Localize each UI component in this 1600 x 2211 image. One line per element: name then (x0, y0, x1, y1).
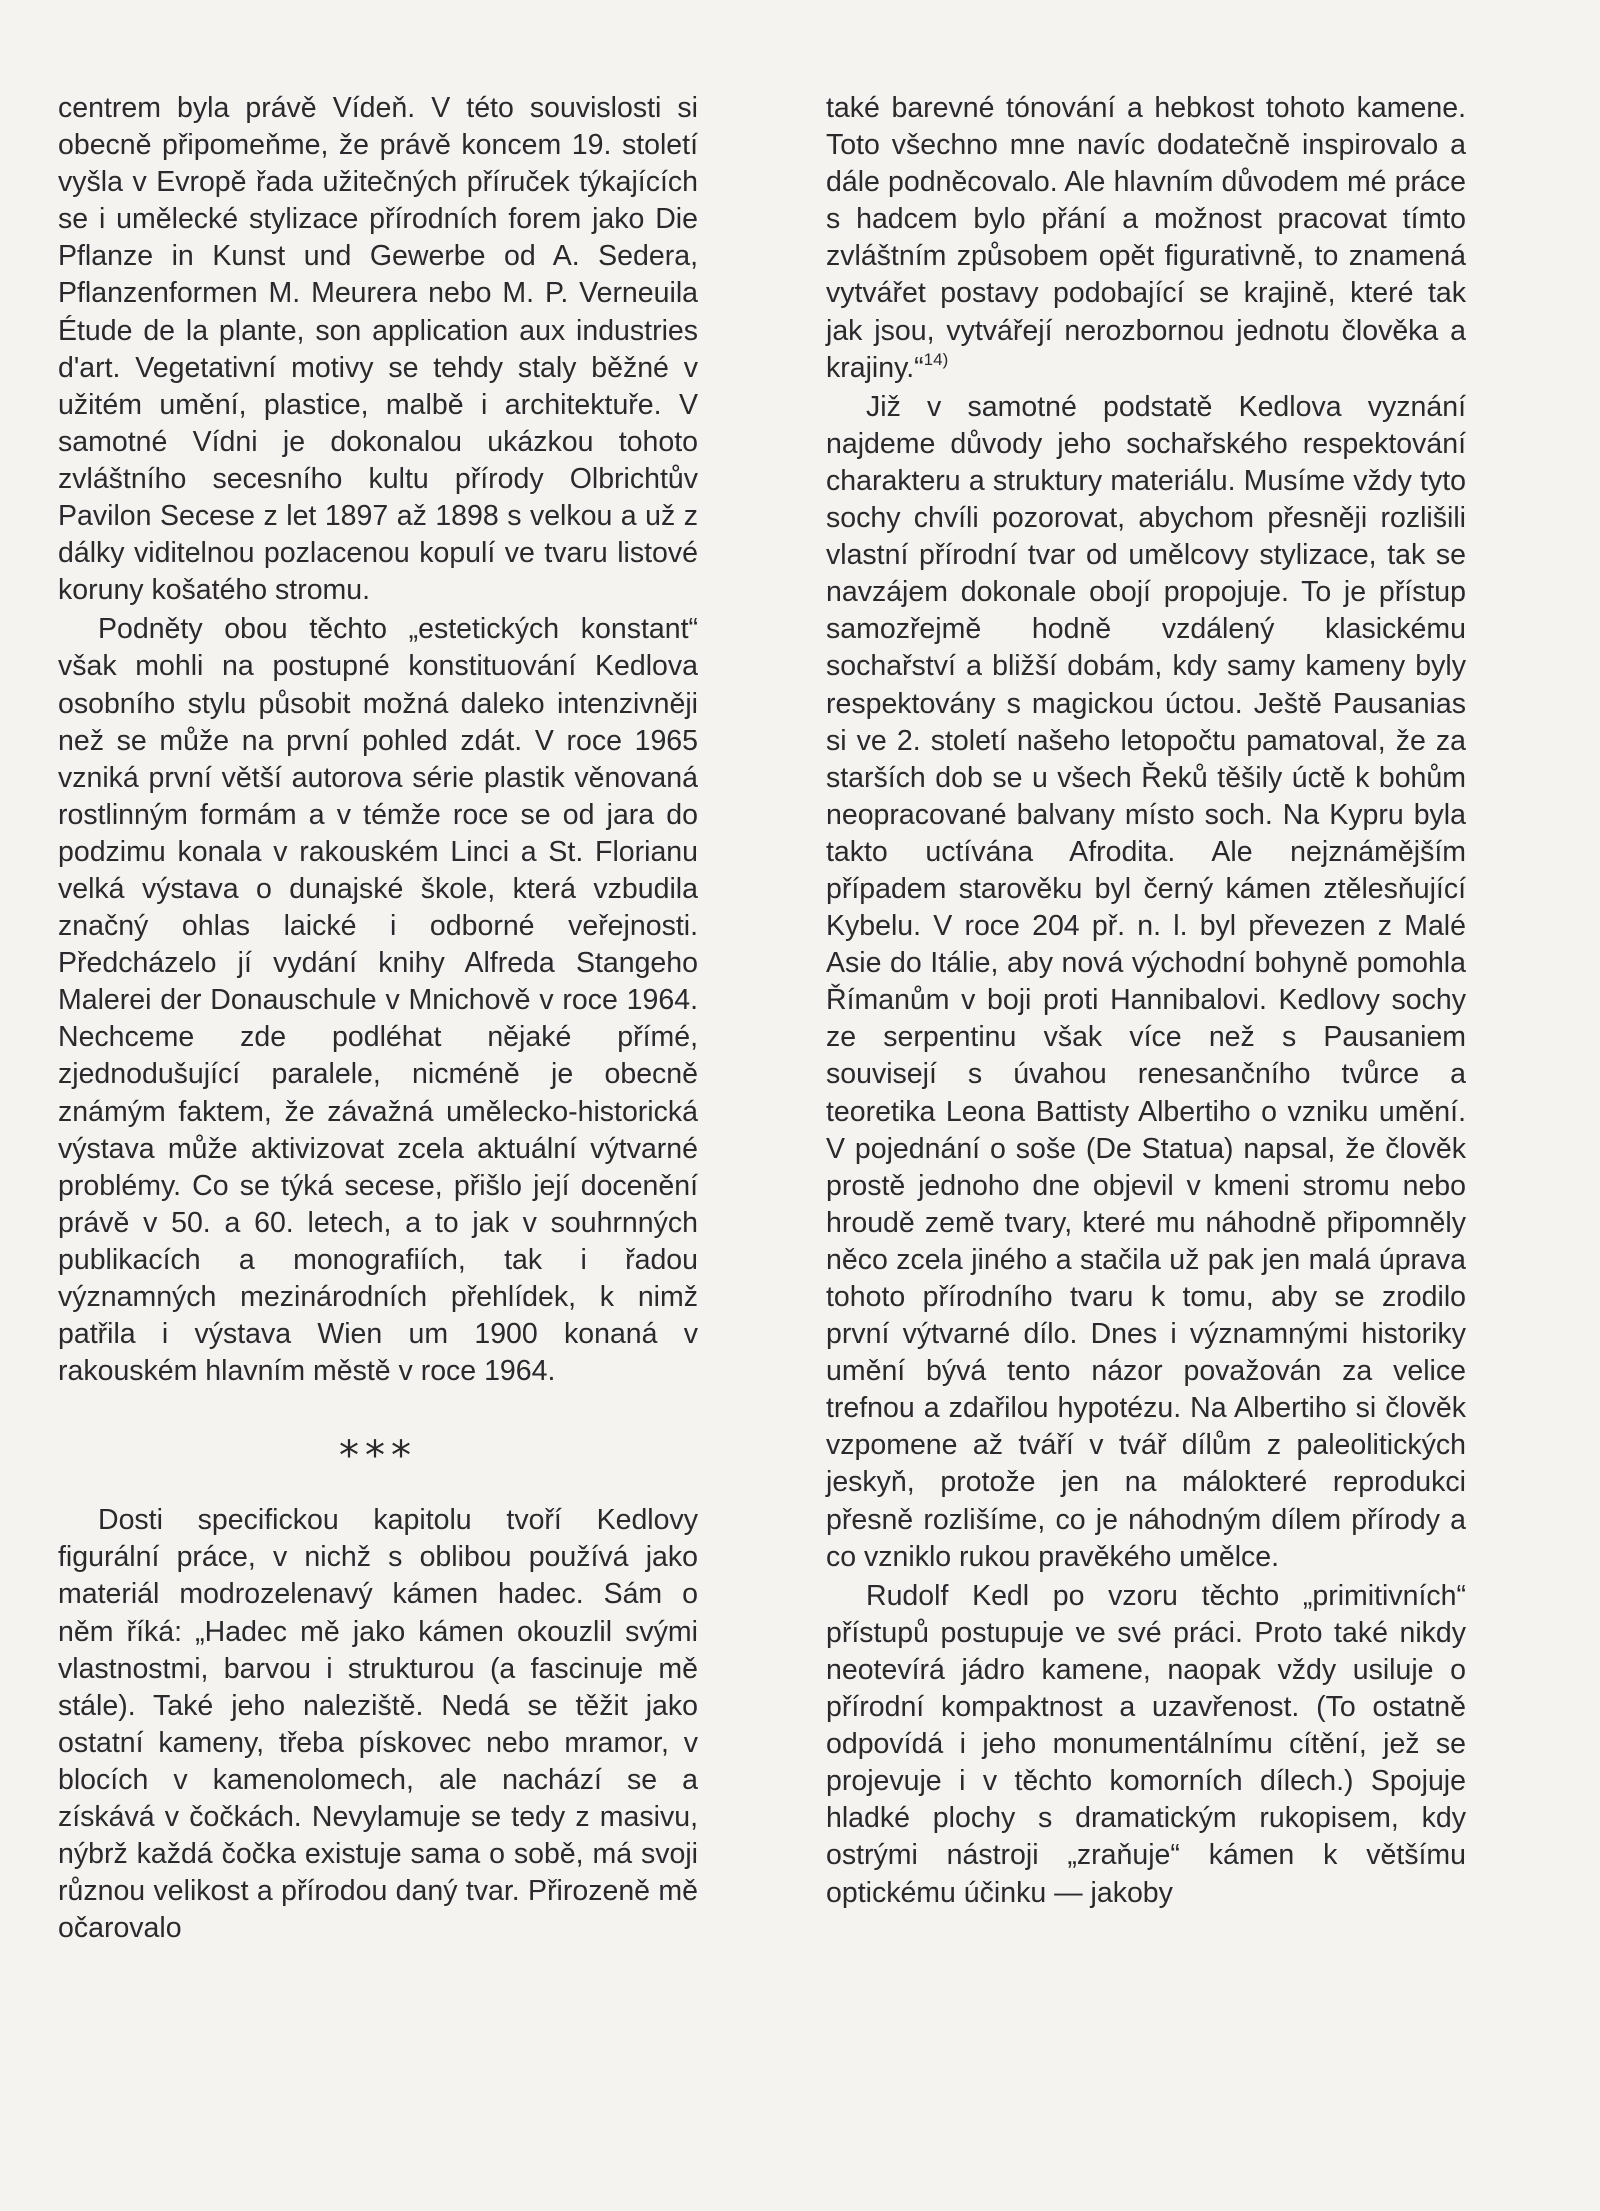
paragraph (826, 90, 1466, 387)
paragraph: Podněty obou těchto „estetických konstant“ však mohli na postupné konstituování Kedlova osobního stylu působit možná daleko intenzivněji než se může na první pohled zdát. V roce 1965 vzniká první větší autorova série plastik věnovaná rostlinným formám a v témže roce se od jara do podzimu konala v rakouském Linci a St. Florianu velká výstava o dunajské škole, která vzbudila značný ohlas laické i odborné veřejnosti. Předcházelo jí vydání knihy Alfreda Stangeho Malerei der Donauschule v Mnichově v roce 1964. Nechceme zde podléhat nějaké přímé, zjednodušující paralele, nicméně je obecně známým faktem, že závažná umělecko-historická výstava může aktivizovat zcela aktuální výtvarné problémy. Co se týká secese, přišlo její docenění právě v 50. a 60. letech, a to jak v souhrnných publikacích a monografiích, tak i řadou významných mezinárodních přehlídek, k nimž patřila i výstava Wien um 1900 konaná v rakouském hlavním městě v roce 1964. (58, 613, 698, 1388)
paragraph: centrem byla právě Vídeň. V této souvislosti si obecně připomeňme, že právě koncem 19. století vyšla v Evropě řada užitečných příruček týkajících se i umělecké stylizace přírodních forem jako Die Pflanze in Kunst und Gewerbe od A. Sedera, Pflanzenformen M. Meurera nebo M. P. Verneuila Étude de la plante, son application aux industries d'art. Vegetativní motivy se tehdy staly běžné v užitém umění, plastice, malbě i architektuře. V samotné Vídni je dokonalou ukázkou tohoto zvláštního secesního kultu přírody Olbrichtův Pavilon Secese z let 1897 až 1898 s velkou a už z dálky viditelnou pozlacenou kopulí ve tvaru listové koruny košatého stromu. (58, 92, 698, 607)
left-column (58, 90, 698, 1947)
paragraph: Rudolf Kedl po vzoru těchto „primitivních“ přístupů postupuje ve své práci. Proto také nikdy neotevírá jádro kamene, naopak vždy usiluje o přírodní kompaktnost a uzavřenost. (To ostatně odpovídá i jeho monumentálnímu cítění, jež se projevuje i v těchto komorních dílech.) Spojuje hladké plochy s dramatickým rukopisem, kdy ostrými nástroji „zraňuje“ kámen k většímu optickému účinku — jakoby (826, 1579, 1466, 1909)
paragraph: Již v samotné podstatě Kedlova vyznání najdeme důvody jeho sochařského respektování charakteru a struktury materiálu. Musíme vždy tyto sochy chvíli pozorovat, abychom přesněji rozlišili vlastní přírodní tvar od umělcovy stylizace, tak se navzájem dokonale obojí propojuje. To je přístup samozřejmě hodně vzdálený klasickému sochařství a bližší dobám, kdy samy kameny byly respektovány s magickou úctou. Ještě Pausanias si ve 2. století našeho letopočtu pamatoval, že za starších dob se u všech Řeků těšily úctě k bohům neopracované balvany místo soch. Na Kypru byla takto uctívána Afrodita. Ale nejznámějším případem starověku byl černý kámen ztělesňující Kybelu. V roce 204 př. n. l. byl převezen z Malé Asie do Itálie, aby nová východní bohyně pomohla Římanům v boji proti Hannibalovi. Kedlovy sochy ze serpentinu však více než s Pausaniem souvisejí s úvahou renesančního tvůrce a teoretika Leona Battisty Albertiho o vzniku umění. V pojednání o soše (De Statua) napsal, že člověk prostě jednoho dne objevil v kmeni stromu nebo hroudě země tvary, které mu náhodně připomněly něco zcela jiného a stačila už pak jen malá úprava tohoto přírodního tvaru k tomu, aby se zrodilo první výtvarné dílo. Dnes i významnými historiky umění bývá tento názor považován za velice trefnou a zdařilou hypotézu. Na Albertiho si člověk vzpomene až tváří v tvář dílům z paleolitických jeskyň, protože jen na málokteré reprodukci přesně rozlišíme, co je náhodným dílem přírody a co vzniklo rukou pravěkého umělce. (826, 390, 1466, 1573)
right-column (826, 90, 1466, 1912)
paragraph-text: také barevné tónování a hebkost tohoto kamene. Toto všechno mne navíc dodatečně inspirovalo a dále podněcovalo. Ale hlavním důvodem mé práce s hadcem bylo přání a možnost pracovat tímto zvláštním způsobem opět figurativně, to znamená vytvářet postavy podobající se krajině, které tak jak jsou, vytvářejí nerozbornou jednotu člověka a krajiny.“ (826, 92, 1466, 384)
section-separator: *** (339, 1433, 417, 1480)
paragraph: Dosti specifickou kapitolu tvoří Kedlovy figurální práce, v nichž s oblibou používá jako materiál modrozelenavý kámen hadec. Sám o něm říká: „Hadec mě jako kámen okouzlil svými vlastnostmi, barvou i strukturou (a fascinuje mě stále). Také jeho naleziště. Nedá se těžit jako ostatní kameny, třeba pískovec nebo mramor, v blocích v kamenolomech, ale nachází se a získává v čočkách. Nevylamuje se tedy z masivu, nýbrž každá čočka existuje sama o sobě, má svoji různou velikost a přírodou daný tvar. Přirozeně mě očarovalo (58, 1504, 698, 1945)
footnote-reference: 14) (923, 349, 949, 369)
